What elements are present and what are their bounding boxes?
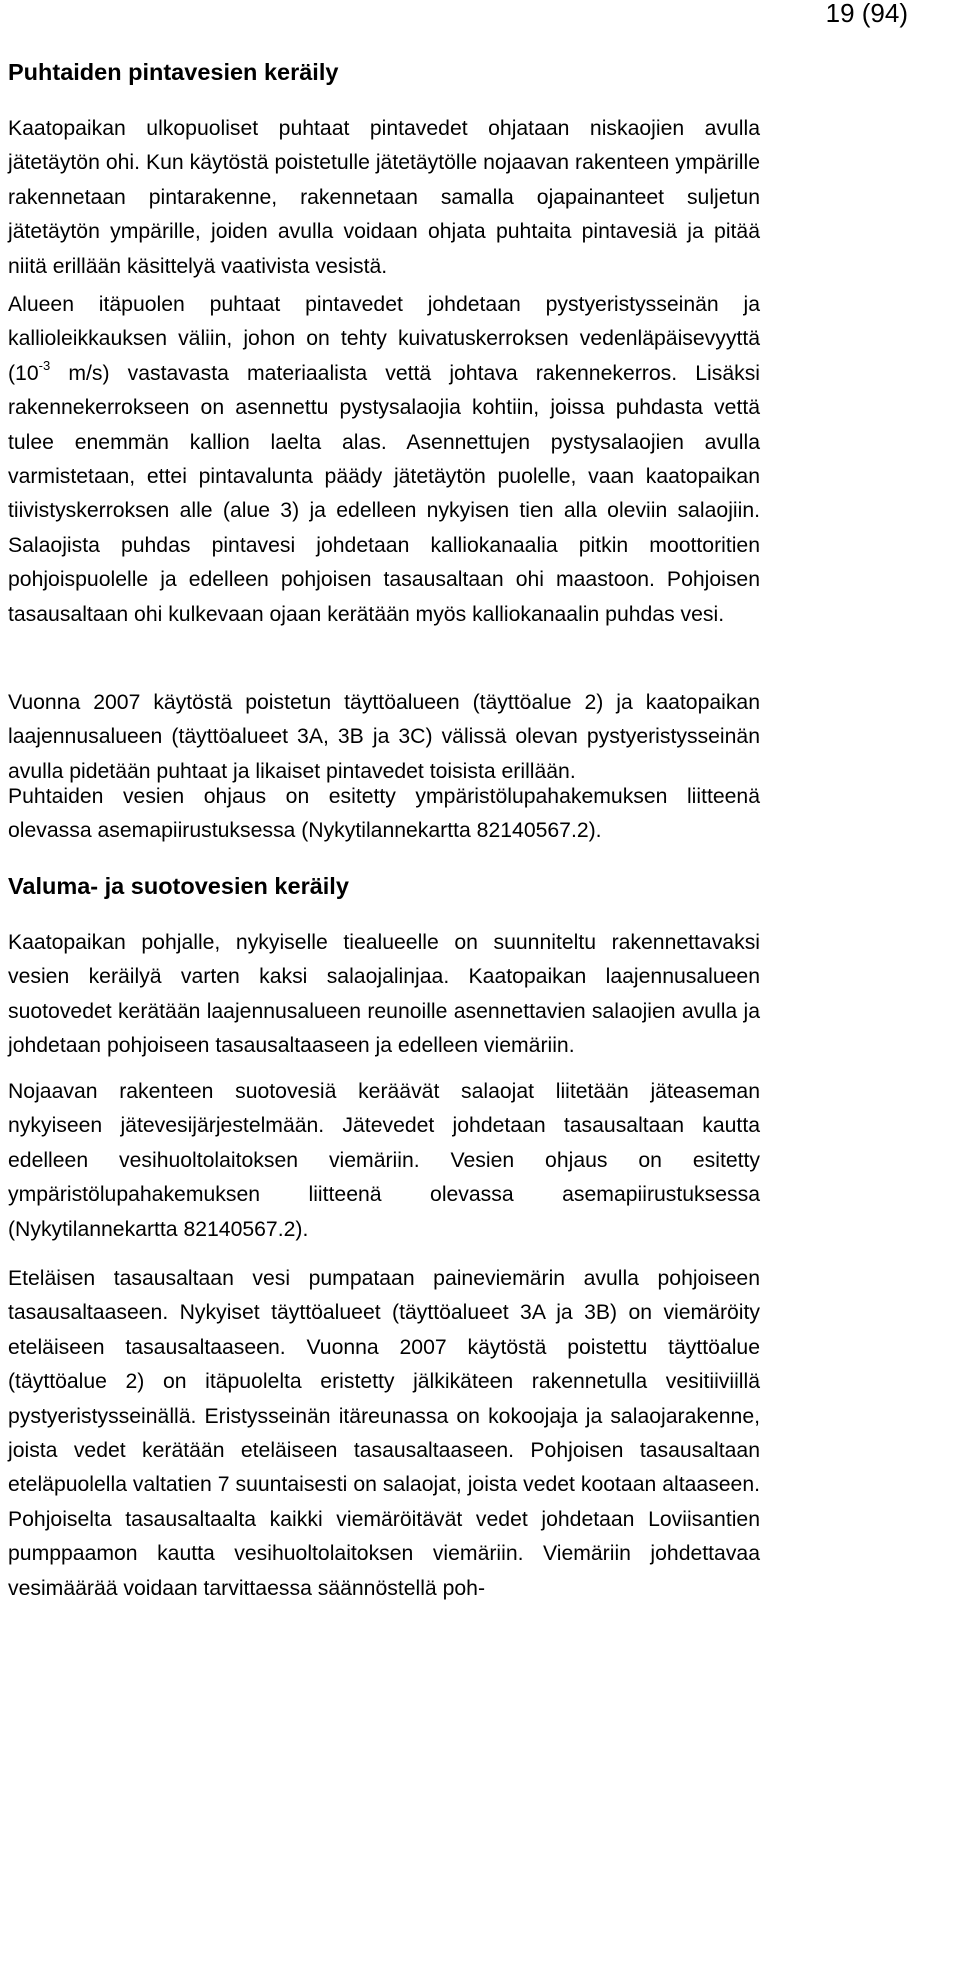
section-heading-leachate-water: Valuma- ja suotovesien keräily [8, 873, 349, 899]
paragraph [8, 926, 760, 1064]
paragraph [8, 1262, 760, 1606]
paragraph-text [8, 288, 760, 632]
paragraph-text: Vuonna 2007 käytöstä poistetun täyttöalueen (täyttöalue 2) ja kaatopaikan laajennusalueen (täyttöalueet 3A, 3B ja 3C) välissä olevan pystyeristysseinän avulla pidetään puhtaat ja likaiset pintavedet toisista erillään. [8, 691, 760, 783]
exponent: -3 [38, 357, 51, 373]
paragraph-text: Puhtaiden vesien ohjaus on esitetty ympäristölupahakemuksen liitteenä olevassa asemapiirustuksessa (Nykytilannekartta 82140567.2). [8, 785, 760, 843]
paragraph-text: Eteläisen tasausaltaan vesi pumpataan paineviemärin avulla pohjoiseen tasausaltaaseen. Nykyiset täyttöalueet (täyttöalueet 3A ja 3B) on viemäröity eteläiseen tasausaltaaseen. Vuonna 2007 käytöstä poistettu täyttöalue (täyttöalue 2) on itäpuolelta eristetty jälkikäteen rakennetulla vesitiiviillä pystyeristysseinällä. Eristysseinän itäreunassa on kokoojaja ja salaojarakenne, joista vedet kerätään eteläiseen tasausaltaaseen. Pohjoisen tasausaltaan eteläpuolella valtatien 7 suuntaisesti on salaojat, joista vedet kootaan altaaseen. Pohjoiselta tasausaltaalta kaikki viemäröitävät vedet johdetaan Loviisantien pumppaamon kautta vesihuoltolaitoksen viemäriin. Viemäriin johdettavaa vesimäärää voidaan tarvittaessa säännöstellä poh- [8, 1267, 760, 1600]
paragraph [8, 1075, 760, 1247]
paragraph-text-part: m/s) vastavasta materiaalista vettä johtava rakennekerros. Lisäksi rakennekerrokseen on asennettu pystysalaojia kohtiin, joissa puhdasta vettä tulee enemmän kallion laelta alas. Asennettujen pystysalaojien avulla varmistetaan, ettei pintavalunta päädy jätetäytön puolelle, vaan kaatopaikan tiivistyskerroksen alle (alue 3) ja edelleen nykyisen tien alla oleviin salaojiin. Salaojista puhdas pintavesi johdetaan kalliokanaalia pitkin moottoritien pohjoispuolelle ja edelleen pohjoisen tasausaltaan ohi maastoon. Pohjoisen tasausaltaan ohi kulkevaan ojaan kerätään myös kalliokanaalin puhdas vesi. [8, 361, 760, 626]
paragraph [8, 686, 760, 789]
page-number: 19 (94) [825, 0, 908, 28]
paragraph-text-part: Alueen itäpuolen puhtaat pintavedet johdetaan pystyeristysseinän ja kallioleikkauksen väliin, johon on tehty kuivatuskerroksen vedenläpäisevyyttä (10 [8, 293, 760, 385]
paragraph [8, 112, 760, 284]
paragraph-text: Kaatopaikan ulkopuoliset puhtaat pintavedet ohjataan niskaojien avulla jätetäytön ohi. Kun käytöstä poistetulle jätetäytölle nojaavan rakenteen ympärille rakennetaan pintarakenne, rakennetaan samalla ojapainanteet suljetun jätetäytön ympärille, joiden avulla voidaan ohjata puhtaita pintavesiä ja pitää niitä erillään käsittelyä vaativista vesistä. [8, 117, 760, 278]
paragraph [8, 780, 760, 849]
paragraph [8, 288, 760, 632]
paragraph-text: Nojaavan rakenteen suotovesiä keräävät salaojat liitetään jäteaseman nykyiseen jätevesijärjestelmään. Jätevedet johdetaan tasausaltaan kautta edelleen vesihuoltolaitoksen viemäriin. Vesien ohjaus on esitetty ympäristölupahakemuksen liitteenä olevassa asemapiirustuksessa (Nykytilannekartta 82140567.2). [8, 1080, 760, 1241]
section-heading-clean-surface-water: Puhtaiden pintavesien keräily [8, 59, 339, 85]
paragraph-text: Kaatopaikan pohjalle, nykyiselle tiealueelle on suunniteltu rakennettavaksi vesien keräilyä varten kaksi salaojalinjaa. Kaatopaikan laajennusalueen suotovedet kerätään laajennusalueen reunoille asennettavien salaojien avulla ja johdetaan pohjoiseen tasausaltaaseen ja edelleen viemäriin. [8, 931, 760, 1058]
